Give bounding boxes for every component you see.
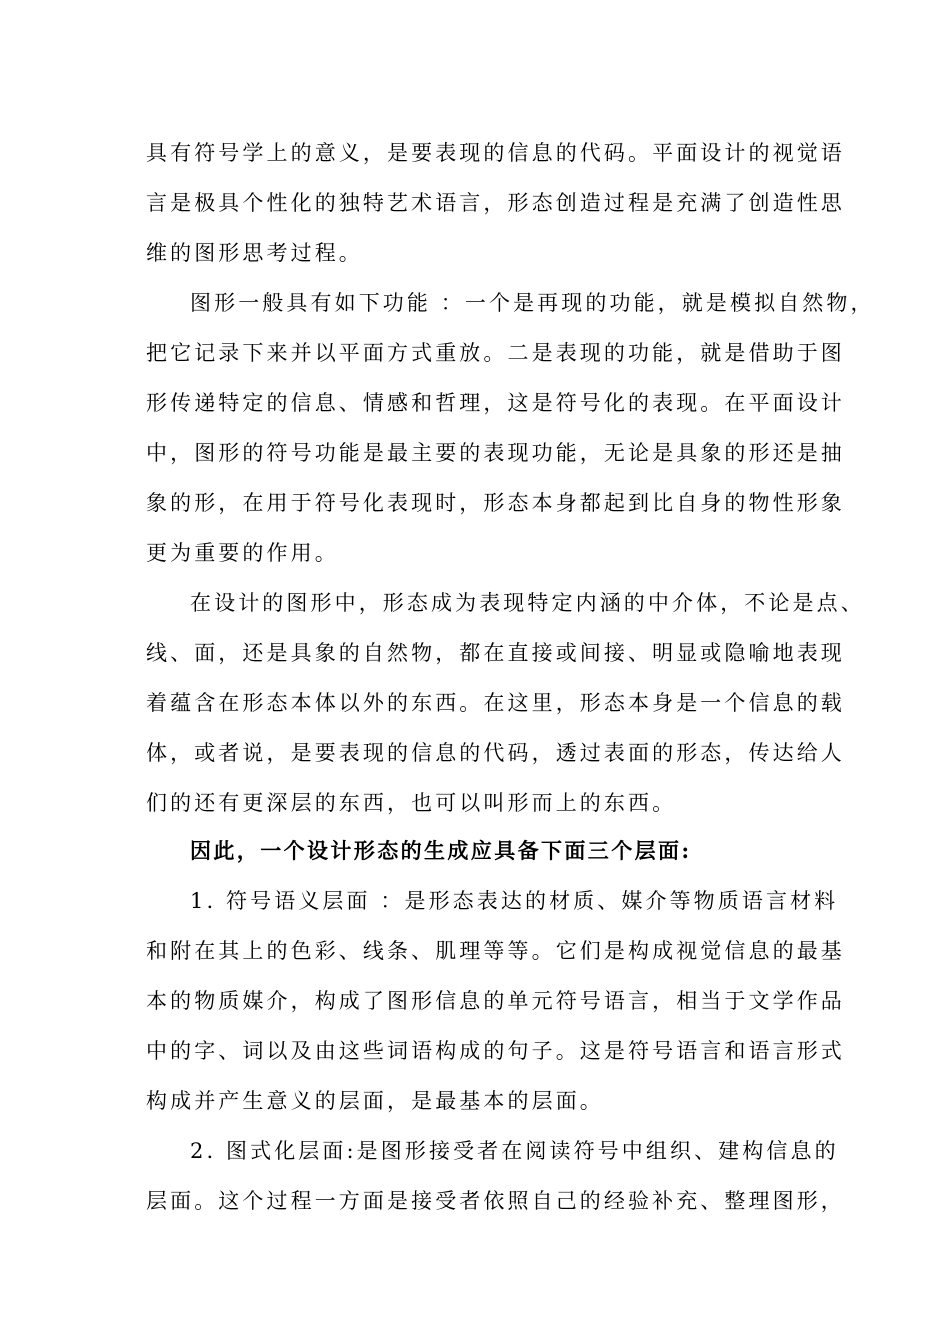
list-item-start: 1. 符号语义层面 ：是形态表达的材质、媒介等物质语言材料 bbox=[190, 889, 839, 913]
section-heading: 因此，一个设计形态的生成应具备下面三个层面: bbox=[190, 838, 692, 863]
paragraph-start: 图形一般具有如下功能 ：一个是再现的功能，就是模拟自然物， bbox=[190, 291, 875, 315]
paragraph-start: 在设计的图形中，形态成为表现特定内涵的中介体，不论是点、 bbox=[190, 591, 865, 615]
text-line: 具有符号学上的意义，是要表现的信息的代码。平面设计的视觉语 bbox=[146, 141, 845, 165]
text-line: 着蕴含在形态本体以外的东西。在这里，形态本身是一个信息的载 bbox=[146, 691, 845, 715]
text-line: 层面。这个过程一方面是接受者依照自己的经验补充、整理图形， bbox=[146, 1189, 845, 1213]
text-line: 形传递特定的信息、情感和哲理，这是符号化的表现。在平面设计 bbox=[146, 391, 845, 415]
text-line: 中，图形的符号功能是最主要的表现功能，无论是具象的形还是抽 bbox=[146, 441, 845, 465]
text-line: 中的字、词以及由这些词语构成的句子。这是符号语言和语言形式 bbox=[146, 1039, 845, 1063]
text-line: 象的形，在用于符号化表现时，形态本身都起到比自身的物性形象 bbox=[146, 491, 845, 515]
text-line: 把它记录下来并以平面方式重放。二是表现的功能，就是借助于图 bbox=[146, 341, 845, 365]
text-line: 体，或者说，是要表现的信息的代码，透过表面的形态，传达给人 bbox=[146, 741, 845, 765]
list-item-start: 2. 图式化层面:是图形接受者在阅读符号中组织、建构信息的 bbox=[190, 1139, 839, 1163]
text-line: 构成并产生意义的层面，是最基本的层面。 bbox=[146, 1089, 604, 1113]
text-line: 更为重要的作用。 bbox=[146, 541, 339, 565]
text-line: 言是极具个性化的独特艺术语言，形态创造过程是充满了创造性思 bbox=[146, 191, 845, 215]
text-line: 维的图形思考过程。 bbox=[146, 241, 363, 265]
text-line: 们的还有更深层的东西，也可以叫形而上的东西。 bbox=[146, 791, 677, 815]
text-line: 本的物质媒介，构成了图形信息的单元符号语言，相当于文学作品 bbox=[146, 989, 845, 1013]
text-line: 线、面，还是具象的自然物，都在直接或间接、明显或隐喻地表现 bbox=[146, 641, 845, 665]
text-line: 和附在其上的色彩、线条、肌理等等。它们是构成视觉信息的最基 bbox=[146, 939, 845, 963]
